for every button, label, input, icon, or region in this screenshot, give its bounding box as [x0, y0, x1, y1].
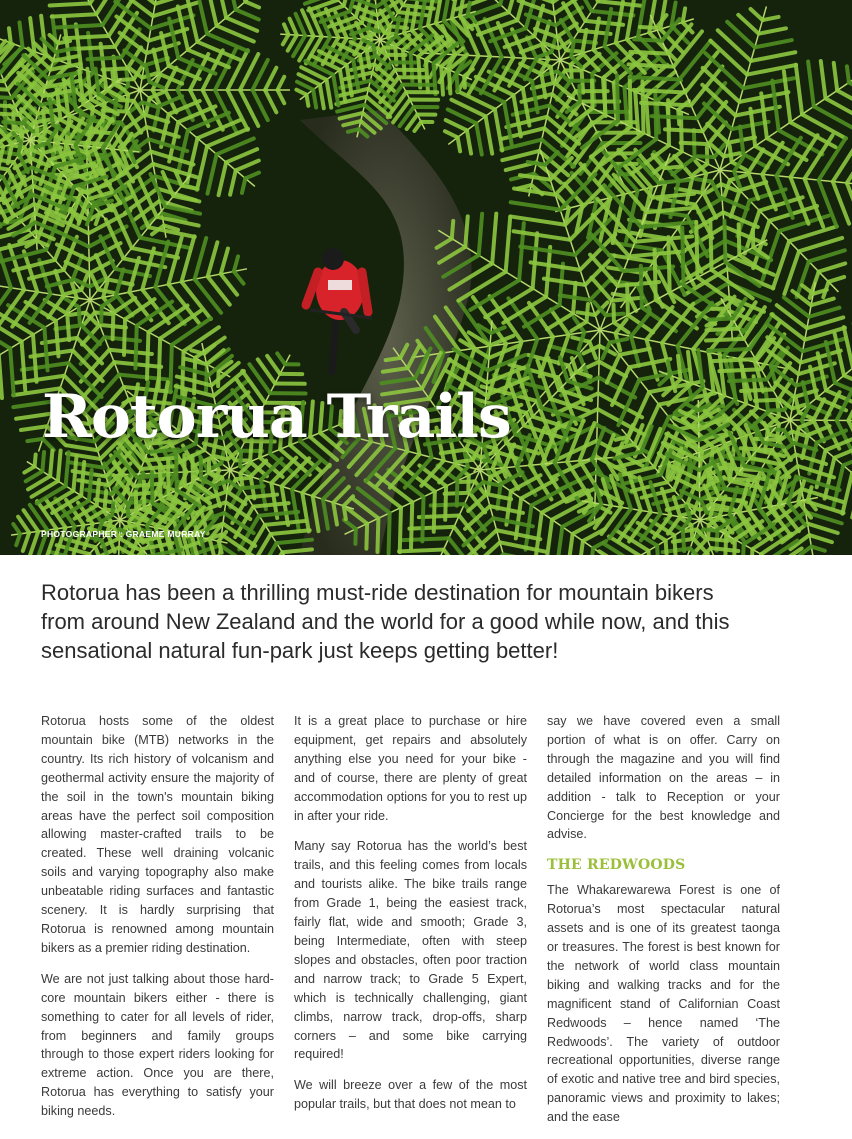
photographer-credit: PHOTOGRAPHER : GRAEME MURRAY — [41, 529, 206, 539]
body-paragraph: say we have covered even a small portion of what is on offer. Carry on through the magazine and you will find detailed information on the areas – in addition - talk to Reception or your Concierge for the best knowledge and advise. — [547, 712, 780, 844]
article-column-1 — [41, 712, 274, 1133]
body-paragraph: We will breeze over a few of the most popular trails, but that does not mean to — [294, 1076, 527, 1114]
page-title: Rotorua Trails — [42, 382, 511, 452]
body-paragraph: The Whakarewarewa Forest is one of Rotorua’s most spectacular natural assets and is one of its greatest taonga or treasures. The forest is best known for the network of world class mountain biking and walking tracks and for the magnificent stand of Californian Coast Redwoods – hence named ‘The Redwoods’. The variety of outdoor recreational opportunities, diverse range of exotic and native tree and bird species, panoramic views and proximity to lakes; and the ease — [547, 881, 780, 1127]
body-paragraph: Many say Rotorua has the world’s best trails, and this feeling comes from locals and tourists alike. The bike trails range from Grade 1, being the easiest track, fairly flat, wide and smooth; Grade 3, being Intermediate, often with steep slopes and obstacles, often poor traction and narrow track; to Grade 5 Expert, which is technically challenging, giant climbs, narrow track, drop-offs, sharp corners – and some bike carrying required! — [294, 837, 527, 1064]
body-paragraph: It is a great place to purchase or hire equipment, get repairs and absolutely anything else you need for your bike - and of course, there are plenty of great accommodation options for you to rest up in after your ride. — [294, 712, 527, 825]
intro-paragraph: Rotorua has been a thrilling must-ride destination for mountain bikers from around New Zealand and the world for a good while now, and this sensational natural fun-park just keeps getting better! — [41, 578, 741, 665]
body-paragraph: Rotorua hosts some of the oldest mountain bike (MTB) networks in the country. Its rich history of volcanism and geothermal activity ensure the majority of the soil in the town's mountain biking areas have the perfect soil composition allowing master-crafted trails to be created. These well draining volcanic soils and varying topography also make unbeatable riding surfaces and fantastic scenery. It is hardly surprising that Rotorua is renowned among mountain bikers as a premier riding destination. — [41, 712, 274, 958]
body-paragraph: We are not just talking about those hard-core mountain bikers either - there is something to cater for all levels of rider, from beginners and family groups through to those expert riders looking for extreme action. Once you are there, Rotorua has everything to satisfy your biking needs. — [41, 970, 274, 1121]
section-heading-redwoods: THE REDWOODS — [547, 856, 780, 875]
article-column-2 — [294, 712, 527, 1126]
hero-image — [0, 0, 852, 555]
fern-forest-illustration — [0, 0, 852, 555]
article-column-3 — [547, 712, 780, 1139]
